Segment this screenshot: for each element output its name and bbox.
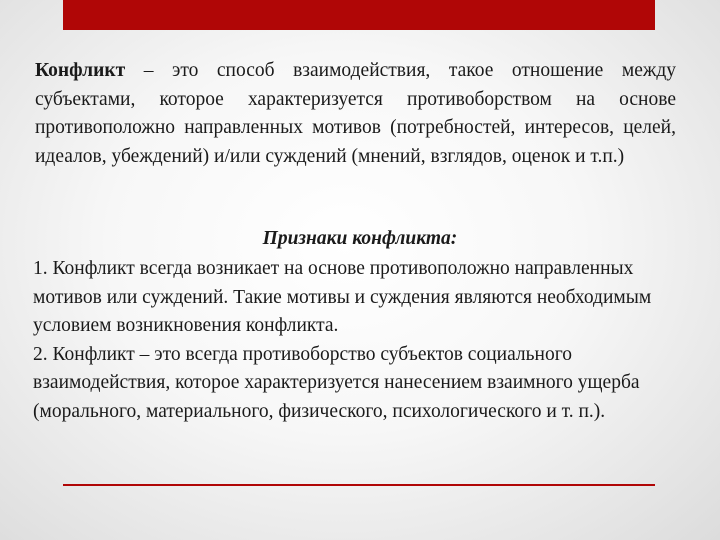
bottom-divider-line [63, 484, 655, 486]
signs-heading [0, 228, 720, 250]
sign-item-2: 2. Конфликт – это всегда противоборство субъектов социального взаимодействия, которое характеризуется нанесением взаимного ущерба (морального, материального, физического, психологического и т. п.). [33, 343, 640, 422]
top-accent-bar [63, 0, 655, 30]
definition-term: Конфликт [35, 60, 126, 81]
sign-item-1: 1. Конфликт всегда возникает на основе противоположно направленных мотивов или суждений. Такие мотивы и суждения являются необходимым условием возникновения конфликта. [33, 258, 652, 337]
signs-heading-text: Признаки конфликта: [262, 228, 458, 249]
definition-text: – это способ взаимодействия, такое отношение между субъектами, которое характеризуется противоборством на основе противоположно направленных мотивов (потребностей, интересов, целей, идеалов, убеждений) и/или суждений (мнений, взглядов, оценок и т.п.) [35, 60, 676, 167]
signs-list [33, 255, 678, 427]
conflict-definition [35, 57, 676, 171]
